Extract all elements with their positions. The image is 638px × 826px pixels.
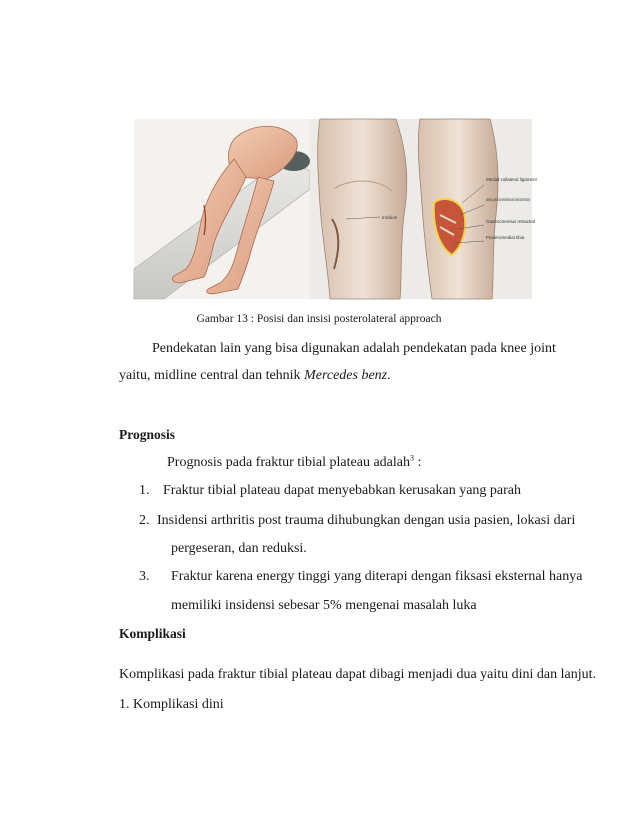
list-item-3-number: 3. <box>139 569 150 584</box>
list-item-1-text: Fraktur tibial plateau dapat menyebabkan kerusakan yang parah <box>163 483 522 498</box>
panel-incision <box>310 119 410 299</box>
label-sartorius: Sartorius, gracilis and semitendinosus (hooked and retracted) <box>486 197 531 202</box>
prognosis-heading: Prognosis <box>119 427 176 442</box>
prognosis-lead-text: Prognosis pada fraktur tibial plateau adalah <box>167 455 410 470</box>
list-item-3-text: Fraktur karena energy tinggi yang diterapi dengan fiksasi eksternal hanya <box>171 569 583 584</box>
panel-exposure <box>410 119 538 299</box>
surgical-figure <box>134 119 537 299</box>
intro-line-2-suffix: . <box>387 368 391 383</box>
komplikasi-heading: Komplikasi <box>119 626 186 641</box>
intro-line-2-italic: Mercedes benz <box>304 368 388 383</box>
list-item-1-number: 1. <box>139 483 150 498</box>
prognosis-lead-reference: 3 <box>409 453 414 463</box>
komplikasi-text: Komplikasi pada fraktur tibial plateau dapat dibagi menjadi dua yaitu dini dan lanjut. <box>119 667 597 682</box>
prognosis-lead <box>167 455 421 471</box>
label-posteromedial-tibia: Posteromedial tibia <box>486 235 525 240</box>
list-item-3-text-cont: memiliki insidensi sebesar 5% mengenai masalah luka <box>171 598 477 613</box>
label-gastrocnemius: Gastrocnemius retracted <box>486 219 536 224</box>
intro-line-2-prefix: yaitu, midline central dan tehnik <box>119 368 305 383</box>
komplikasi-sub-1: 1. Komplikasi dini <box>119 697 224 712</box>
figure-caption: Gambar 13 : Posisi dan insisi posterolateral approach <box>196 313 442 325</box>
intro-line-1: Pendekatan lain yang bisa digunakan adalah pendekatan pada knee joint <box>152 341 556 356</box>
intro-line-2 <box>119 368 391 384</box>
list-item-2-number: 2. <box>139 513 150 528</box>
label-mcl: Medial collateral ligament <box>486 177 537 182</box>
figure-illustration <box>134 119 537 299</box>
incision-label: Incision <box>382 215 398 220</box>
list-item-2-text-cont: pergeseran, dan reduksi. <box>171 541 307 556</box>
panel-patient-position <box>134 119 310 299</box>
list-item-2-text: Insidensi arthritis post trauma dihubungkan dengan usia pasien, lokasi dari <box>157 513 576 528</box>
prognosis-lead-tail: : <box>413 455 422 470</box>
